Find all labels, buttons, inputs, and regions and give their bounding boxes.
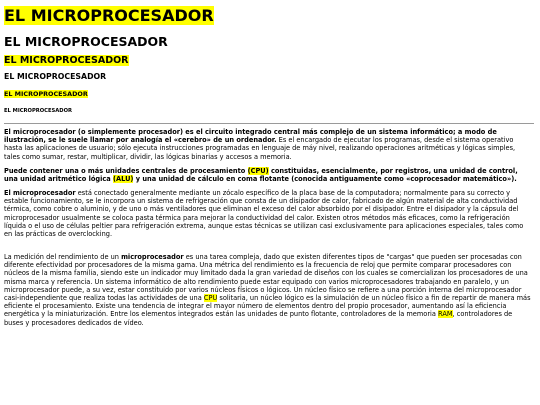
performance-text-c: solitaria, un núcleo lógico es la simulación de un núcleo físico a fin de repartir de manera más eficiente el procesamiento. Existe una tendencia de integrar el mayor número de elementos dentro del propio procesador, aumentando así la eficiencia energética y la miniaturización. Entre los elementos integrados están las unidades de punto flotante, controladores de la memoria	[4, 294, 531, 319]
heading-h6: EL MICROPROCESADOR	[4, 108, 72, 114]
paragraph-intro-bold: El microprocesador (o simplemente procesador) es el circuito integrado central más complejo de un sistema informático; a modo de ilustración, se le suele llamar por analogía el «cerebro» de un ordenador.	[4, 128, 497, 145]
ram-highlight: RAM	[438, 310, 453, 319]
heading-h5	[4, 90, 88, 99]
cpu-highlight-2: CPU	[203, 294, 218, 303]
paragraph-intro	[4, 128, 532, 161]
heading-h1	[4, 6, 214, 26]
performance-text-d: , controladores de buses y procesadores dedicados de vídeo.	[4, 310, 513, 327]
performance-text-b: es una tarea compleja, dado que existen diferentes tipos de "cargas" que pueden ser procesadas con diferente efectividad por procesadores de la misma gama. Una métrica del rendimiento es la frecuencia de reloj que permite comparar procesadores con núcleos de la misma familia, siendo este un indicador muy limitado dada la gran variedad de diseños con los cuales se comercializan los procesadores de una misma marca y referencia. Un sistema informático de alto rendimiento puede estar equipado con varios microprocesadores trabajando en paralelo, y un microprocesador puede, a su vez, estar constituido por varios núcleos físicos o lógicos. Un núcleo físico se refiere a una porción interna del microprocesador casi-independiente que realiza todas las actividades de una	[4, 253, 528, 303]
units-text-a: Puede contener una o más unidades centrales de procesamiento	[4, 167, 248, 175]
heading-h4: EL MICROPROCESADOR	[4, 72, 107, 81]
alu-highlight: (ALU)	[113, 175, 134, 184]
heading-h3	[4, 55, 129, 67]
paragraph-performance	[4, 253, 532, 327]
paragraph-cooling-bold: El microprocesador	[4, 189, 76, 197]
heading-h2: EL MICROPROCESADOR	[4, 34, 168, 49]
heading-h3-text: EL MICROPROCESADOR	[4, 55, 129, 66]
performance-bold: microprocesador	[121, 253, 184, 261]
units-text-c: y una unidad de cálculo en coma flotante (conocida antiguamente como «coprocesador matemático»).	[133, 175, 517, 184]
horizontal-rule	[4, 123, 534, 124]
paragraph-cooling	[4, 189, 532, 238]
paragraph-intro-rest: Es el encargado de ejecutar los programas, desde el sistema operativo hasta las aplicaciones de usuario; sólo ejecuta instrucciones programadas en lenguaje de máy nivel, realizando operaciones aritméticas y lógicas simples, tales como sumar, restar, multiplicar, dividir, las lógicas binarias y accesos a memoria.	[4, 136, 516, 161]
units-text-b: constituidas, esencialmente, por registros, una unidad de control, una unidad aritmético lógica	[4, 167, 518, 184]
heading-h5-text: EL MICROPROCESADOR	[4, 90, 88, 98]
heading-h1-text: EL MICROPROCESADOR	[4, 6, 214, 25]
paragraph-cooling-rest: está conectado generalmente mediante un zócalo específico de la placa base de la computadora; normalmente para su correcto y estable funcionamiento, se le incorpora un sistema de refrigeración que consta de un disipador de calor, fabricado de algún material de alta conductividad térmica, como cobre o aluminio, y de uno o más ventiladores que eliminan el exceso del calor absorbido por el disipador. Entre el disipador y la cápsula del microprocesador usualmente se coloca pasta térmica para mejorar la conductividad del calor. Existen otros métodos más eficaces, como la refrigeración líquida o el uso de células peltier para refrigeración extrema, aunque estas técnicas se utilizan casi exclusivamente para aplicaciones especiales, tales como en las prácticas de overclocking.	[4, 189, 524, 239]
paragraph-units-bold	[4, 167, 518, 183]
paragraph-units	[4, 167, 532, 183]
performance-text-a: La medición del rendimiento de un	[4, 253, 122, 261]
cpu-highlight: (CPU)	[247, 167, 269, 175]
